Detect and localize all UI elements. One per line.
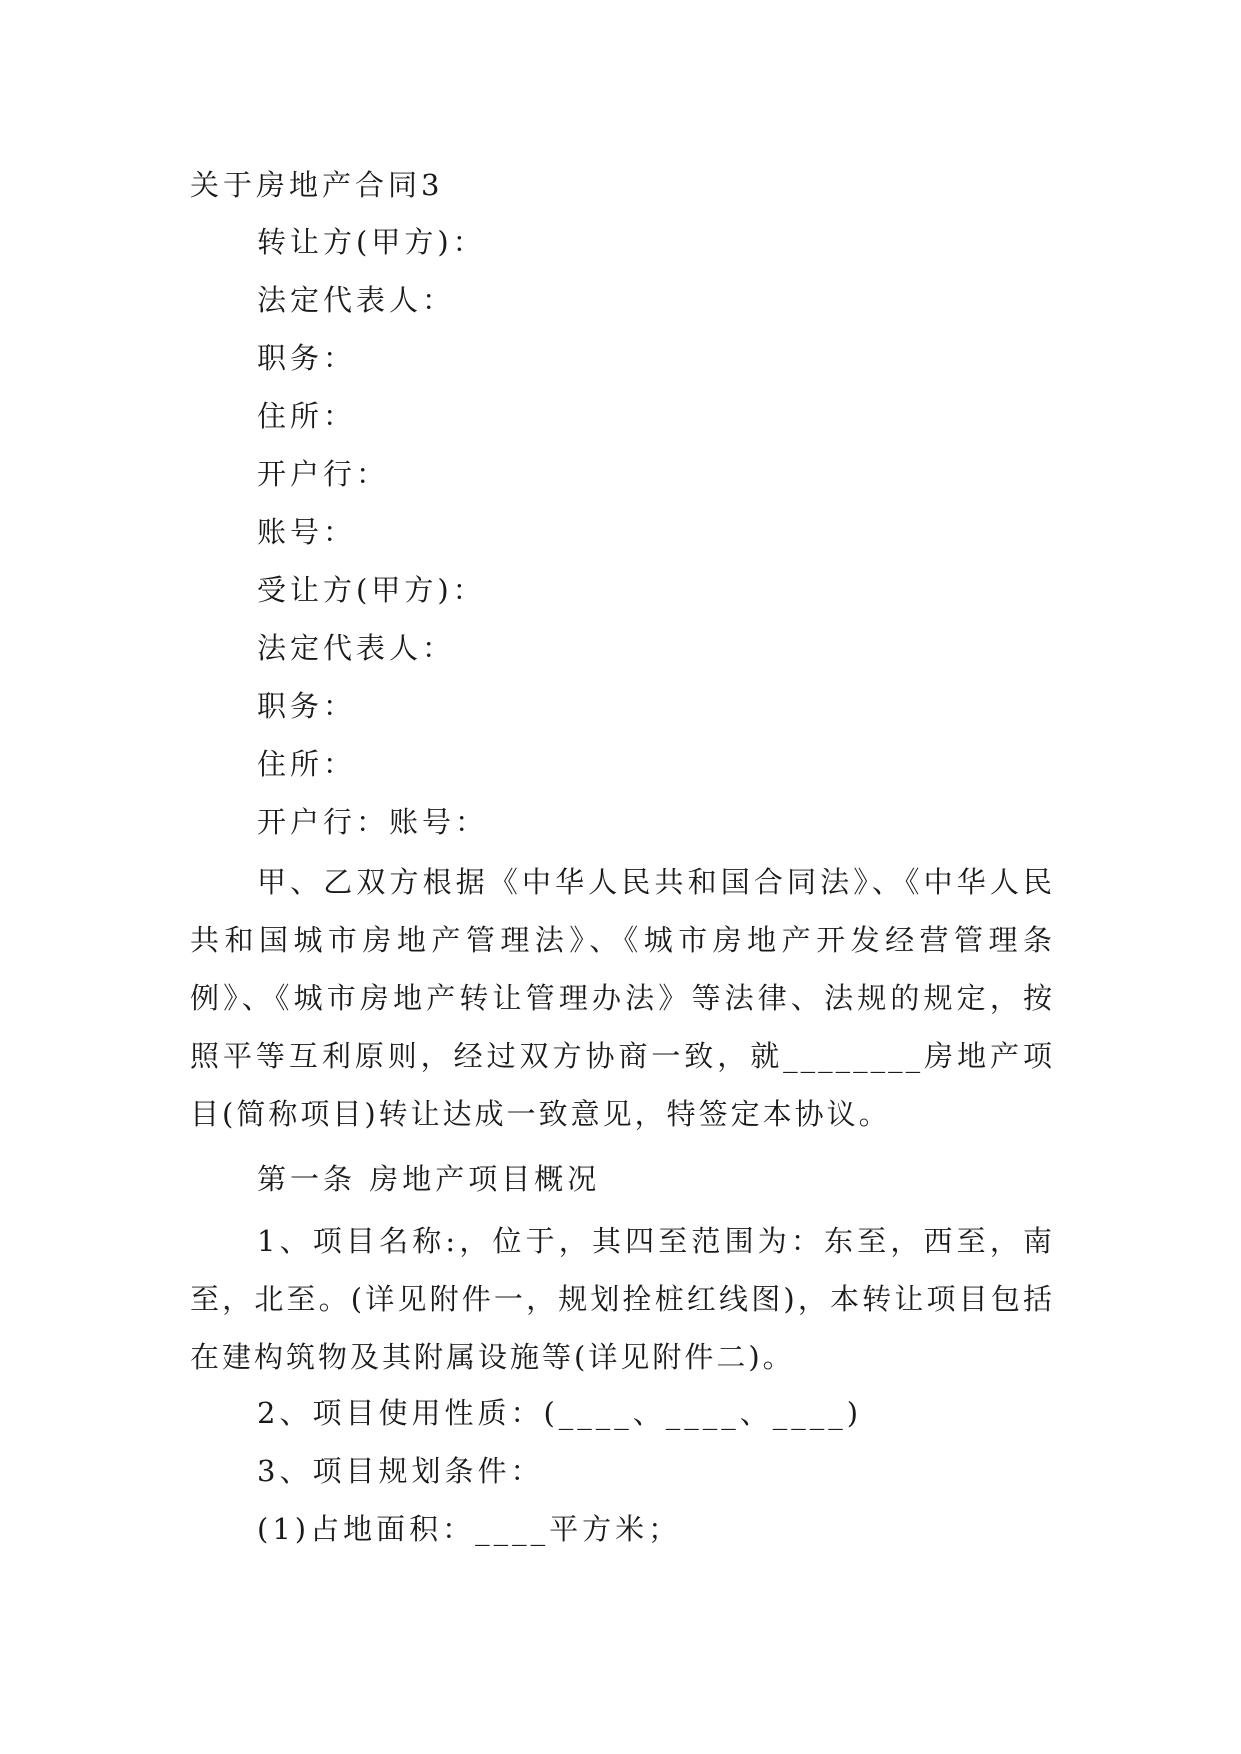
preamble-paragraph: 甲、乙双方根据《中华人民共和国合同法》、《中华人民共和国城市房地产管理法》、《城市房地产开发经营管理条例》、《城市房地产转让管理办法》等法律、法规的规定，按照平等互利原则，经过双方协商一致，就________房地产项目(简称项目)转让达成一致意见，特签定本协议。	[190, 865, 1055, 1131]
article-1-item-1: 1、项目名称:，位于，其四至范围为：东至，西至，南至，北至。(详见附件一，规划拴桩红线图)，本转让项目包括在建构筑物及其附属设施等(详见附件二)。	[190, 1224, 1055, 1374]
field-transferee-bank-account: 开户行：账号：	[257, 805, 489, 839]
article-1-item-3-1: (1)占地面积：____平方米；	[257, 1512, 682, 1546]
article-1-item-2: 2、项目使用性质：(____、____、____)	[257, 1396, 863, 1430]
field-transferee-address: 住所：	[257, 747, 357, 781]
document-title: 关于房地产合同3	[190, 168, 444, 202]
field-transferor: 转让方(甲方)：	[257, 225, 486, 259]
party-fields	[257, 222, 488, 860]
field-transferee-legal-rep: 法定代表人：	[257, 631, 456, 665]
field-transferee-position: 职务：	[257, 689, 357, 723]
field-transferor-account: 账号：	[257, 515, 357, 549]
article-1-heading: 第一条 房地产项目概况	[257, 1162, 601, 1196]
field-transferee: 受让方(甲方)：	[257, 573, 486, 607]
article-1-item-3: 3、项目规划条件：	[257, 1454, 544, 1488]
field-transferor-bank: 开户行：	[257, 457, 390, 491]
field-transferor-address: 住所：	[257, 399, 357, 433]
field-transferor-legal-rep: 法定代表人：	[257, 283, 456, 317]
field-transferor-position: 职务：	[257, 341, 357, 375]
